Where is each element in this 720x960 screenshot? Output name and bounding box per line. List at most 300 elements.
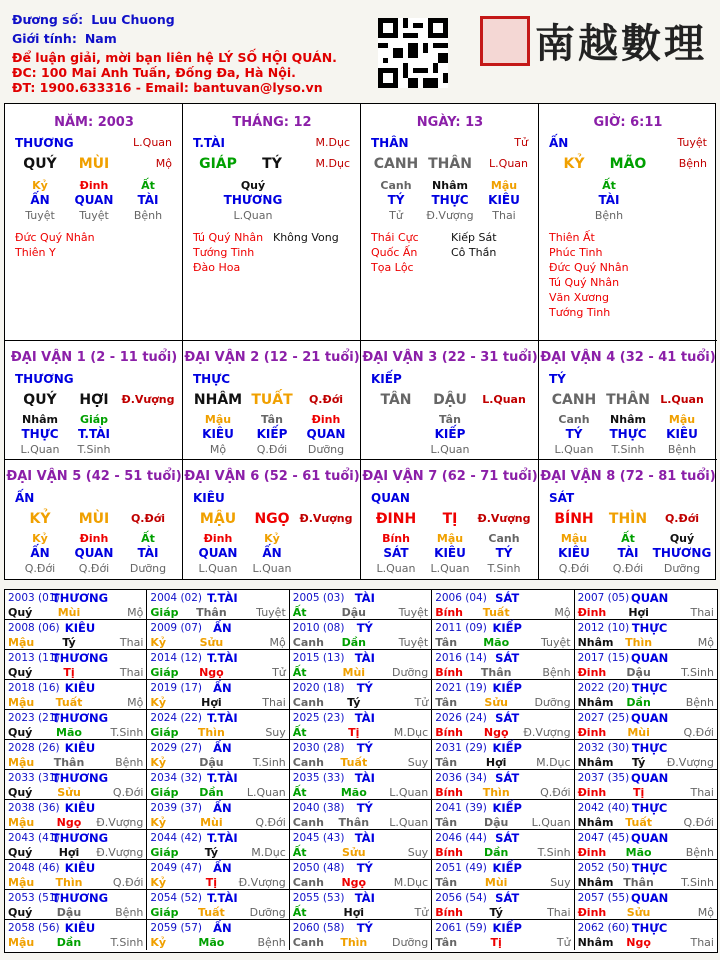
year-label: 2010 (08) xyxy=(292,622,345,634)
contact-line: Để luận giải, mời bạn liên hệ LÝ SỐ HỘI QUÁN. xyxy=(12,50,337,65)
year-cell[interactable] xyxy=(147,860,289,890)
year-thap: KIẾP xyxy=(492,801,522,815)
year-can: Canh xyxy=(292,696,324,709)
year-cell[interactable] xyxy=(5,590,147,620)
year-label: 2031 (29) xyxy=(435,742,487,754)
year-ts: Suy xyxy=(550,876,571,889)
year-can: Đinh xyxy=(577,606,607,619)
year-cell[interactable] xyxy=(147,740,289,770)
dai-van-hidden-can: Mậu xyxy=(436,532,464,545)
dai-van-chi: DẬU xyxy=(433,392,467,408)
year-chi: Hợi xyxy=(201,696,222,709)
year-cell[interactable] xyxy=(575,830,717,860)
dai-van-chi: TUẤT xyxy=(251,392,293,408)
year-thap: SÁT xyxy=(495,591,520,605)
pillar-title: GIỜ: 6:11 xyxy=(593,115,663,130)
year-cell[interactable] xyxy=(147,710,289,740)
year-label: 2049 (47) xyxy=(150,862,203,874)
year-thap: KIÊU xyxy=(64,921,96,935)
year-chi: Sửu xyxy=(342,846,366,859)
dai-van-hidden-ts: L.Quan xyxy=(554,443,594,456)
year-ts: Suy xyxy=(407,756,429,769)
year-ts: Đ.Vượng xyxy=(523,726,571,739)
pillar-chi: MÙI xyxy=(78,156,110,172)
year-label: 2027 (25) xyxy=(577,712,630,724)
year-cell[interactable] xyxy=(290,800,432,830)
year-ts: M.Dục xyxy=(536,756,571,769)
year-ts: Tuyệt xyxy=(540,636,571,649)
year-cell[interactable] xyxy=(432,680,574,710)
hidden-ts: Tuyệt xyxy=(25,209,55,222)
dai-van-title: ĐẠI VẬN 2 (12 - 21 tuổi) xyxy=(184,350,360,365)
year-chi: Ngọ xyxy=(199,666,224,679)
year-cell[interactable] xyxy=(290,590,432,620)
year-thap: SÁT xyxy=(495,651,520,665)
year-grid xyxy=(4,589,718,953)
year-cell[interactable] xyxy=(432,830,574,860)
year-cell[interactable] xyxy=(290,890,432,920)
year-thap: THƯƠNG xyxy=(51,891,109,905)
year-ts: Dưỡng xyxy=(392,666,429,679)
year-thap: THỰC xyxy=(631,861,668,875)
dai-van-hidden-ts: Q.Đới xyxy=(78,562,110,575)
year-ts: Tuyệt xyxy=(256,606,286,619)
dai-van-hidden-can: Mậu xyxy=(204,413,232,426)
dai-van-ts: L.Quan xyxy=(482,393,526,406)
pillar-can: CANH xyxy=(373,156,419,172)
year-ts: Đ.Vượng xyxy=(96,846,144,859)
year-cell[interactable] xyxy=(5,650,147,680)
dai-van-title: ĐẠI VẬN 1 (2 - 11 tuổi) xyxy=(10,350,178,365)
year-chi: Mùi xyxy=(57,606,81,619)
year-cell[interactable] xyxy=(147,920,289,950)
year-thap: ẤN xyxy=(213,861,232,875)
year-can: Đinh xyxy=(577,906,607,919)
year-cell[interactable] xyxy=(575,590,717,620)
year-cell[interactable] xyxy=(575,920,717,950)
year-ts: Dưỡng xyxy=(249,906,286,919)
year-ts: Đ.Vượng xyxy=(238,876,286,889)
dai-van-cell[interactable] xyxy=(183,460,361,579)
dai-van-hidden-ts: Dưỡng xyxy=(129,562,167,575)
year-ts: T.Sinh xyxy=(681,876,714,889)
year-can: Nhâm xyxy=(577,936,614,949)
year-thap: TÝ xyxy=(356,621,373,635)
dai-van-cell[interactable] xyxy=(361,341,539,460)
year-ts: Thai xyxy=(119,636,144,649)
year-label: 2042 (40) xyxy=(577,802,630,814)
year-cell[interactable] xyxy=(432,770,574,800)
year-cell[interactable] xyxy=(5,890,147,920)
dai-van-hidden-thap: KIẾP xyxy=(434,427,466,441)
pillar-cell[interactable] xyxy=(5,104,183,341)
red-seal-icon xyxy=(480,16,530,66)
year-cell[interactable] xyxy=(147,620,289,650)
year-thap: QUAN xyxy=(630,891,669,905)
dai-van-can: BÍNH xyxy=(554,511,594,527)
header xyxy=(0,0,720,100)
year-can: Giáp xyxy=(150,666,179,679)
year-cell[interactable] xyxy=(147,770,289,800)
hidden-thap: THƯƠNG xyxy=(223,193,283,207)
dai-van-cell[interactable] xyxy=(5,460,183,579)
year-cell[interactable] xyxy=(575,890,717,920)
hidden-can: Ất xyxy=(141,179,155,192)
hidden-ts: L.Quan xyxy=(233,209,273,222)
dai-van-thap: KIÊU xyxy=(193,491,225,505)
year-ts: Thai xyxy=(690,606,714,619)
pillar-top-ts: Tuyệt xyxy=(677,136,707,149)
dai-van-hidden-thap: QUAN xyxy=(306,427,346,441)
year-ts: Đ.Vượng xyxy=(96,816,144,829)
dai-van-hidden-ts: L.Quan xyxy=(430,443,470,456)
year-thap: QUAN xyxy=(630,711,669,725)
star-good: Tọa Lộc xyxy=(371,261,414,274)
year-chi: Tý xyxy=(62,636,76,649)
year-thap: TÝ xyxy=(356,801,373,815)
dai-van-hidden-ts: Q.Đới xyxy=(612,562,644,575)
year-cell[interactable] xyxy=(5,920,147,950)
dai-van-hidden-thap: KIÊU xyxy=(202,427,234,441)
year-cell[interactable] xyxy=(5,860,147,890)
year-can: Bính xyxy=(435,606,464,619)
year-label: 2025 (23) xyxy=(292,712,345,724)
year-cell[interactable] xyxy=(575,680,717,710)
year-cell[interactable] xyxy=(290,680,432,710)
dai-van-hidden-can: Đinh xyxy=(311,413,341,426)
star-good: Thái Cực xyxy=(371,231,419,244)
year-chi: Sửu xyxy=(626,906,651,919)
hidden-can: Kỷ xyxy=(32,179,48,192)
dai-van-cell[interactable] xyxy=(539,341,717,460)
year-chi: Sửu xyxy=(199,636,224,649)
year-cell[interactable] xyxy=(5,680,147,710)
year-label: 2029 (27) xyxy=(150,742,203,754)
dai-van-chi: TỊ xyxy=(442,511,458,527)
year-cell[interactable] xyxy=(575,710,717,740)
pillar-chi-ts: Mộ xyxy=(155,157,172,170)
year-can: Kỷ xyxy=(150,636,167,649)
year-chi: Dần xyxy=(341,636,366,649)
pillar-top-thap: T.TÀI xyxy=(193,136,225,150)
dai-van-hidden-thap: THỰC xyxy=(609,427,647,441)
year-label: 2038 (36) xyxy=(8,802,60,814)
year-can: Đinh xyxy=(577,726,607,739)
year-chi: Thân xyxy=(196,606,227,619)
year-cell[interactable] xyxy=(432,920,574,950)
dai-van-title: ĐẠI VẬN 4 (32 - 41 tuổi) xyxy=(540,350,716,365)
star-good: Tướng Tinh xyxy=(549,306,611,319)
year-can: Kỷ xyxy=(150,756,167,769)
year-can: Nhâm xyxy=(577,696,614,709)
year-chi: Thân xyxy=(338,816,370,829)
dai-van-hidden-thap: TÀI xyxy=(137,546,159,560)
pillar-cell[interactable] xyxy=(539,104,717,341)
year-thap: ẤN xyxy=(213,621,232,635)
year-cell[interactable] xyxy=(432,740,574,770)
dai-van-cell[interactable] xyxy=(361,460,539,579)
year-can: Ất xyxy=(292,906,307,919)
year-can: Quý xyxy=(8,846,33,859)
year-cell[interactable] xyxy=(575,770,717,800)
year-ts: Bệnh xyxy=(257,936,286,949)
year-cell[interactable] xyxy=(5,740,147,770)
year-can: Mậu xyxy=(8,636,35,649)
year-chi: Dậu xyxy=(626,666,651,679)
year-cell[interactable] xyxy=(5,830,147,860)
dai-van-thap: QUAN xyxy=(371,491,410,505)
year-chi: Hợi xyxy=(485,756,507,769)
year-ts: Tuyệt xyxy=(398,636,429,649)
year-ts: Tuyệt xyxy=(398,606,429,619)
year-ts: Mộ xyxy=(697,906,714,919)
hidden-ts: Tử xyxy=(389,209,403,222)
year-can: Kỷ xyxy=(150,936,167,949)
dai-van-title: ĐẠI VẬN 7 (62 - 71 tuổi) xyxy=(362,469,538,484)
year-chi: Ngọ xyxy=(626,936,651,949)
dai-van-cell[interactable] xyxy=(183,341,361,460)
year-label: 2015 (13) xyxy=(292,652,345,664)
pillar-top-ts: Tử xyxy=(514,136,528,149)
dai-van-cell[interactable] xyxy=(5,341,183,460)
year-thap: ẤN xyxy=(213,741,232,755)
year-cell[interactable] xyxy=(147,890,289,920)
hidden-can: Quý xyxy=(240,179,266,192)
dai-van-hidden-can: Nhâm xyxy=(610,413,646,426)
year-thap: QUAN xyxy=(630,831,669,845)
dai-van-hidden-ts: L.Quan xyxy=(376,562,416,575)
star-good: Thiên Y xyxy=(15,246,56,259)
year-thap: KIÊU xyxy=(64,861,96,875)
year-cell[interactable] xyxy=(432,860,574,890)
year-cell[interactable] xyxy=(5,800,147,830)
year-cell[interactable] xyxy=(432,590,574,620)
dai-van-ts: L.Quan xyxy=(660,393,704,406)
dai-van-chi: THÂN xyxy=(606,392,650,408)
year-label: 2016 (14) xyxy=(435,652,487,664)
year-label: 2017 (15) xyxy=(577,652,630,664)
year-ts: Tử xyxy=(414,906,429,919)
year-thap: TÀI xyxy=(354,591,375,605)
year-label: 2039 (37) xyxy=(150,802,203,814)
dai-van-ts: Q.Đới xyxy=(308,393,344,406)
year-chi: Tị xyxy=(348,726,360,739)
pillar-title: NĂM: 2003 xyxy=(54,115,134,130)
year-cell[interactable] xyxy=(432,800,574,830)
year-can: Bính xyxy=(435,846,464,859)
year-cell[interactable] xyxy=(432,650,574,680)
year-thap: THỰC xyxy=(631,681,668,695)
year-can: Tân xyxy=(435,816,458,829)
dai-van-thap: TÝ xyxy=(549,372,566,386)
year-cell[interactable] xyxy=(432,620,574,650)
year-cell[interactable] xyxy=(147,680,289,710)
year-cell[interactable] xyxy=(290,740,432,770)
year-chi: Tý xyxy=(631,756,646,769)
dai-van-can: NHÂM xyxy=(193,392,243,408)
year-ts: Q.Đới xyxy=(112,876,144,889)
hidden-ts: Tuyệt xyxy=(79,209,109,222)
dai-van-thap: ẤN xyxy=(15,491,35,505)
pillar-chi: MÃO xyxy=(609,156,647,172)
chart-panel xyxy=(4,103,716,580)
year-cell[interactable] xyxy=(147,800,289,830)
year-can: Quý xyxy=(8,906,33,919)
year-cell[interactable] xyxy=(147,830,289,860)
year-label: 2047 (45) xyxy=(577,832,630,844)
year-cell[interactable] xyxy=(290,770,432,800)
year-chi: Tuất xyxy=(482,606,510,619)
year-thap: SÁT xyxy=(495,771,520,785)
year-label: 2022 (20) xyxy=(577,682,630,694)
year-ts: Tử xyxy=(556,936,571,949)
year-can: Đinh xyxy=(577,666,607,679)
owner-line: Đương số: Luu Chuong xyxy=(12,12,175,27)
year-can: Mậu xyxy=(8,756,35,769)
hidden-thap: ẤN xyxy=(30,193,50,207)
year-thap: TÝ xyxy=(356,741,373,755)
brand-logo: 南越數理 xyxy=(535,20,707,67)
star-good: Phúc Tinh xyxy=(549,246,603,259)
year-chi: Tuất xyxy=(625,816,652,829)
year-thap: KIÊU xyxy=(64,801,96,815)
year-chi: Thìn xyxy=(340,936,368,949)
year-cell[interactable] xyxy=(290,650,432,680)
year-label: 2037 (35) xyxy=(577,772,630,784)
year-label: 2055 (53) xyxy=(292,892,345,904)
year-cell[interactable] xyxy=(147,590,289,620)
dai-van-hidden-can: Bính xyxy=(382,532,410,545)
qr-code-icon[interactable] xyxy=(378,18,448,88)
year-ts: Thai xyxy=(262,696,286,709)
year-ts: T.Sinh xyxy=(537,846,571,859)
pillar-top-thap: THƯƠNG xyxy=(15,136,74,150)
year-thap: TÝ xyxy=(356,921,373,935)
year-cell[interactable] xyxy=(575,620,717,650)
dai-van-ts: Q.Đới xyxy=(130,512,166,525)
dai-van-hidden-ts: Dưỡng xyxy=(663,562,701,575)
year-label: 2058 (56) xyxy=(8,922,60,934)
year-cell[interactable] xyxy=(5,770,147,800)
year-cell[interactable] xyxy=(290,860,432,890)
dai-van-hidden-ts: L.Quan xyxy=(198,562,238,575)
year-ts: Đ.Vượng xyxy=(666,756,714,769)
year-chi: Dậu xyxy=(56,906,82,919)
dai-van-hidden-thap: QUAN xyxy=(198,546,238,560)
year-ts: Mộ xyxy=(697,636,714,649)
year-label: 2018 (16) xyxy=(8,682,60,694)
year-ts: Thai xyxy=(547,906,571,919)
year-ts: Mộ xyxy=(127,696,144,709)
year-chi: Tuất xyxy=(340,756,368,769)
year-label: 2024 (22) xyxy=(150,712,203,724)
year-cell[interactable] xyxy=(575,740,717,770)
year-ts: Dưỡng xyxy=(534,696,571,709)
year-chi: Thân xyxy=(53,756,85,769)
dai-van-hidden-ts: L.Quan xyxy=(20,443,60,456)
dai-van-cell[interactable] xyxy=(539,460,717,579)
dai-van-hidden-can: Ất xyxy=(141,532,155,545)
dai-van-hidden-thap: THỰC xyxy=(21,427,59,441)
year-cell[interactable] xyxy=(147,650,289,680)
hidden-thap: KIÊU xyxy=(488,193,520,207)
year-cell[interactable] xyxy=(5,620,147,650)
year-thap: T.TÀI xyxy=(207,711,238,725)
hidden-can: Canh xyxy=(380,179,412,192)
pillar-can: QUÝ xyxy=(23,156,57,172)
year-can: Quý xyxy=(8,786,33,799)
dai-van-hidden-can: Quý xyxy=(669,532,695,545)
year-cell[interactable] xyxy=(290,920,432,950)
pillar-cell[interactable] xyxy=(183,104,361,341)
year-label: 2020 (18) xyxy=(292,682,345,694)
pillar-can: KỶ xyxy=(563,156,585,172)
year-cell[interactable] xyxy=(290,620,432,650)
year-can: Đinh xyxy=(577,786,607,799)
year-chi: Mão xyxy=(483,636,510,649)
year-ts: Mộ xyxy=(127,606,144,619)
year-ts: Thai xyxy=(119,666,144,679)
year-thap: T.TÀI xyxy=(207,891,238,905)
year-can: Quý xyxy=(8,726,33,739)
year-can: Ất xyxy=(292,846,307,859)
year-label: 2046 (44) xyxy=(435,832,487,844)
year-chi: Dần xyxy=(483,846,509,859)
year-cell[interactable] xyxy=(290,830,432,860)
year-can: Bính xyxy=(435,726,464,739)
year-ts: Bệnh xyxy=(115,906,144,919)
year-chi: Dần xyxy=(56,936,82,949)
year-ts: M.Dục xyxy=(251,846,286,859)
year-cell[interactable] xyxy=(575,800,717,830)
dai-van-hidden-thap: KIẾP xyxy=(256,427,288,441)
dai-van-title: ĐẠI VẬN 3 (22 - 31 tuổi) xyxy=(362,350,538,365)
year-label: 2023 (21) xyxy=(8,712,60,724)
year-cell[interactable] xyxy=(575,860,717,890)
year-cell[interactable] xyxy=(432,890,574,920)
year-ts: T.Sinh xyxy=(681,666,714,679)
pillar-top-ts: L.Quan xyxy=(133,136,172,149)
year-label: 2014 (12) xyxy=(150,652,203,664)
year-thap: TÀI xyxy=(354,891,375,905)
dai-van-hidden-can: Giáp xyxy=(79,413,109,426)
year-cell[interactable] xyxy=(290,710,432,740)
year-ts: Bệnh xyxy=(685,696,714,709)
year-label: 2009 (07) xyxy=(150,622,203,634)
year-cell[interactable] xyxy=(575,650,717,680)
year-label: 2021 (19) xyxy=(435,682,487,694)
dai-van-hidden-ts: T.Sinh xyxy=(611,443,645,456)
year-label: 2044 (42) xyxy=(150,832,203,844)
year-can: Giáp xyxy=(150,606,179,619)
year-cell[interactable] xyxy=(5,710,147,740)
year-ts: Suy xyxy=(407,846,429,859)
star-good: Thiên Ất xyxy=(549,231,595,244)
year-ts: T.Sinh xyxy=(110,936,144,949)
pillar-cell[interactable] xyxy=(361,104,539,341)
year-chi: Sửu xyxy=(484,696,508,709)
dai-van-hidden-thap: SÁT xyxy=(383,546,409,560)
year-can: Kỷ xyxy=(150,816,167,829)
pillar-title: NGÀY: 13 xyxy=(416,115,484,130)
year-ts: M.Dục xyxy=(393,726,429,739)
year-thap: KIẾP xyxy=(492,741,522,755)
phone-email-line: ĐT: 1900.633316 - Email: bantuvan@lyso.vn xyxy=(12,80,323,95)
dai-van-hidden-can: Đinh xyxy=(79,532,109,545)
year-thap: THƯƠNG xyxy=(51,711,109,725)
year-cell[interactable] xyxy=(432,710,574,740)
hidden-thap: TÝ xyxy=(387,193,405,207)
